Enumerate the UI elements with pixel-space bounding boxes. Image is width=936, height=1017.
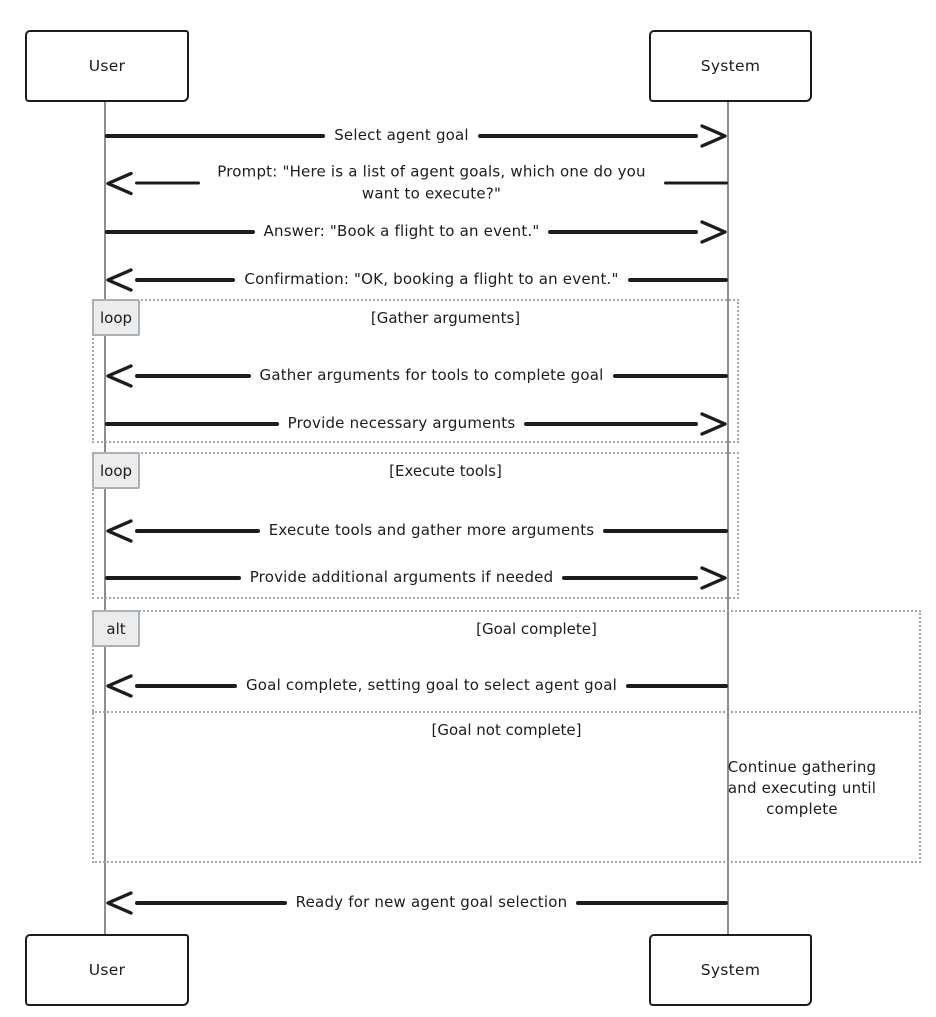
note-text: Continue gathering and executing until complete: [727, 758, 877, 818]
message-label: Select agent goal: [334, 126, 469, 145]
message-line: [478, 134, 698, 137]
actor-label-system: System: [700, 57, 761, 75]
alt-label: alt: [92, 610, 140, 647]
arrowhead-left-icon: [105, 267, 135, 293]
message-user-to-system: [105, 411, 728, 437]
message-system-to-user: [105, 673, 728, 699]
message-line: [576, 901, 728, 904]
arrowhead-left-icon: [105, 673, 135, 699]
arrowhead-right-icon: [698, 565, 728, 591]
message-line: [105, 576, 241, 579]
arrowhead-icon: [105, 170, 135, 196]
alt-condition: [Goal complete]: [476, 620, 597, 638]
message-label: Answer: "Book a flight to an event.": [263, 222, 540, 241]
message-line: [562, 576, 698, 579]
actor-box-system-top: [649, 30, 812, 102]
actor-label-system: System: [700, 961, 761, 979]
message-line: [105, 422, 279, 425]
arrowhead-icon: [105, 673, 135, 699]
arrowhead-icon: [105, 267, 135, 293]
message-user-to-system: [105, 123, 728, 149]
message-line: [135, 684, 237, 687]
message-label: Provide necessary arguments: [287, 414, 516, 433]
arrowhead-icon: [105, 363, 135, 389]
arrowhead-right-icon: [698, 123, 728, 149]
alt-frame: [92, 610, 921, 863]
message-label: Prompt: "Here is a list of agent goals, which one do you want to execute?": [217, 162, 646, 202]
message-line: [105, 134, 325, 137]
arrowhead-right-icon: [698, 219, 728, 245]
arrowhead-icon: [105, 518, 135, 544]
message-label: Gather arguments for tools to complete goal: [259, 366, 604, 385]
message-line: [613, 374, 729, 377]
actor-label-user: User: [88, 57, 126, 75]
actor-box-user-top: [25, 30, 189, 102]
message-label: Goal complete, setting goal to select agent goal: [245, 676, 618, 695]
message-line: [135, 181, 200, 184]
actor-box-user-bottom: [25, 934, 189, 1006]
message-line: [626, 684, 728, 687]
message-line: [524, 422, 698, 425]
message-user-to-system: [105, 219, 728, 245]
loop-label: loop: [92, 299, 140, 336]
arrowhead-left-icon: [105, 363, 135, 389]
message-line: [135, 529, 260, 532]
message-system-to-user: [105, 890, 728, 916]
message-line: [135, 374, 251, 377]
actor-label-user: User: [88, 961, 126, 979]
message-user-to-system: [105, 565, 728, 591]
message-line: [664, 181, 729, 184]
message-system-to-user: [105, 363, 728, 389]
message-label: Ready for new agent goal selection: [295, 893, 568, 912]
loop-condition: [Gather arguments]: [370, 309, 521, 327]
actor-box-system-bottom: [649, 934, 812, 1006]
message-label: Provide additional arguments if needed: [249, 568, 554, 587]
loop-condition: [Execute tools]: [389, 462, 502, 480]
alt-divider: [92, 711, 921, 713]
arrowhead-left-icon: [105, 170, 135, 196]
message-system-to-user: [105, 518, 728, 544]
arrowhead-icon: [698, 411, 728, 437]
message-line: [135, 278, 235, 281]
arrowhead-icon: [698, 219, 728, 245]
message-label: Confirmation: "OK, booking a flight to an event.": [244, 270, 619, 289]
message-system-to-user: [105, 267, 728, 293]
message-line: [603, 529, 728, 532]
loop-label: loop: [92, 452, 140, 489]
arrowhead-icon: [698, 565, 728, 591]
alt-divider-condition: [Goal not complete]: [431, 721, 582, 739]
arrowhead-icon: [105, 890, 135, 916]
message-line: [628, 278, 728, 281]
message-label: Execute tools and gather more arguments: [268, 521, 595, 540]
arrowhead-right-icon: [698, 411, 728, 437]
arrowhead-left-icon: [105, 518, 135, 544]
message-line: [135, 901, 287, 904]
message-line: [548, 230, 698, 233]
arrowhead-icon: [698, 123, 728, 149]
message-system-to-user: [105, 162, 728, 205]
message-line: [105, 230, 255, 233]
arrowhead-left-icon: [105, 890, 135, 916]
